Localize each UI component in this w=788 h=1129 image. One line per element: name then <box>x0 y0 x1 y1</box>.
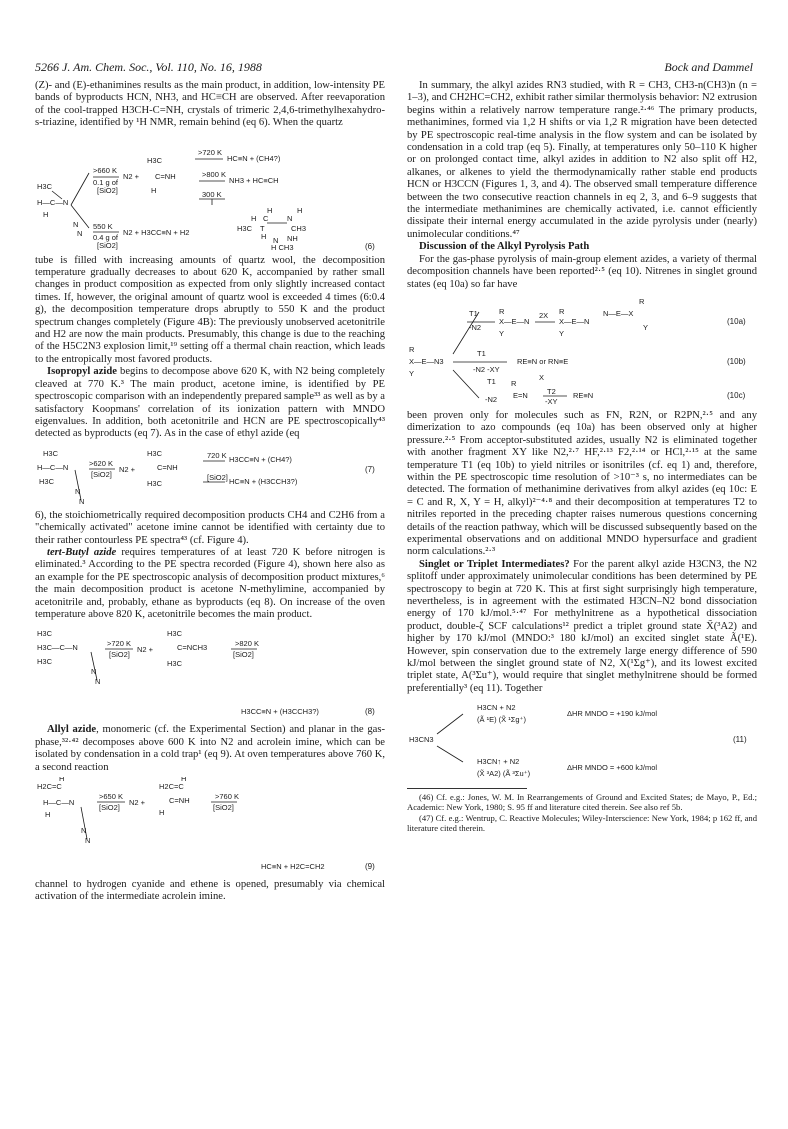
svg-text:H CH3: H CH3 <box>271 242 294 251</box>
svg-text:H3C: H3C <box>147 478 163 488</box>
product-label: H3CN + N2 <box>477 703 516 713</box>
condition-label: [SiO2] <box>97 240 118 250</box>
svg-text:H—C—N: H—C—N <box>37 197 69 207</box>
paragraph-text: , monomeric (cf. the Experimental Section) and planar in the gas-phase,³²·⁴² decomposes above 600 K into N2 and acrolein imine, which can be isolated by condensation in a cold trap¹ (eq 9). At oven temperatures above 760 K, a second reaction <box>35 724 385 773</box>
svg-text:H—C—N: H—C—N <box>37 462 69 472</box>
svg-text:C: C <box>263 213 269 223</box>
svg-text:H: H <box>261 231 267 241</box>
temperature-label: >760 K <box>215 792 239 801</box>
svg-text:R: R <box>511 378 517 388</box>
equation-number: (6) <box>365 241 375 251</box>
product-label: HC≡N + (CH4?) <box>227 153 281 163</box>
condition-label: [SiO2] <box>213 803 234 812</box>
section-subheading: Singlet or Triplet Intermediates? <box>419 558 570 570</box>
svg-text:H3C: H3C <box>167 629 183 639</box>
svg-text:H: H <box>43 209 49 219</box>
svg-text:N: N <box>73 219 79 229</box>
right-column <box>407 80 757 833</box>
condition-label: [SiO2] <box>109 650 130 660</box>
svg-text:-N2: -N2 <box>469 322 482 332</box>
equation-number: (10c) <box>727 390 746 400</box>
condition-label: [SiO2] <box>233 650 254 660</box>
paragraph <box>407 559 757 695</box>
paragraph-text: requires temperatures of at least 720 K before nitrogen is eliminated.³ According to the PE spectra recorded (Figure 4), shown here also as an example for the PE spectroscopic analysis of decomposition product mixtures,⁶ the main decomposition product is acetone N-methylimine, accompanied by acetonitrile and, probably, ethane as byproducts (eq 8). On increase of the oven temperature above 820 K, acetonitrile becomes the main product. <box>35 546 385 620</box>
svg-text:H3C: H3C <box>37 629 53 639</box>
running-header-journal: 5266 J. Am. Chem. Soc., Vol. 110, No. 16, 1988 <box>35 60 262 74</box>
svg-text:Y: Y <box>409 368 415 378</box>
svg-text:N: N <box>287 213 293 223</box>
condition-label: 0.4 g of <box>93 232 119 242</box>
svg-text:N: N <box>91 667 97 677</box>
condition-label: [SiO2] <box>207 472 228 482</box>
paragraph: channel to hydrogen cyanide and ethene is opened, presumably via chemical activation of the intermediate acrolein imine. <box>35 879 385 903</box>
svg-text:X—E—N: X—E—N <box>499 316 530 326</box>
svg-text:N: N <box>77 228 83 238</box>
svg-text:H: H <box>159 808 165 817</box>
svg-text:R: R <box>409 344 415 354</box>
temperature-label: >800 K <box>202 169 226 179</box>
temperature-label: >720 K <box>107 639 131 649</box>
energy-label: ΔHR MNDO = +190 kJ/mol <box>567 709 658 719</box>
temperature-label: >660 K <box>93 165 117 175</box>
compound-heading: tert-Butyl azide <box>47 546 117 558</box>
paragraph: tube is filled with increasing amounts of quartz wool, the decomposition temperature gradually decreases to about 620 K, accompanied by rather small changes in product composition as expected from only slightly increased contact times. If, however, the original amount of quartz wool is exceeded 4 times (6:0.4 g), the decomposition temperature drops abruptly to 550 K and the product spectrum changes completely (Figure 4B): The previously unobserved acetonitrile and H2 are now the main products. Presumably, this change is due to the reaching of the H5C2N3 explosion limit,¹⁹ setting off a thermal chain reaction, which leads to the entropically most favored products. <box>35 254 385 365</box>
svg-text:N: N <box>79 496 85 506</box>
condition-label: [SiO2] <box>99 803 120 812</box>
compound-heading: Allyl azide <box>47 724 97 736</box>
svg-text:T: T <box>260 223 265 233</box>
svg-text:N—E—X: N—E—X <box>603 308 634 318</box>
paragraph: In summary, the alkyl azides RN3 studied, with R = CH3, CH3-n(CH3)n (n = 1–3), and CH2HC=CH2, exhibit rather similar thermolysis behavior: N2 extrusion begins within a relatively narrow temperature range.²·⁴⁶ The primary products, methanimines, formed via 1,2 H shifts or via 1,2 R migration have been detected by PE spectroscopic real-time analysis in the flow system and can be isolated by condensation in a cold trap (eq 5). Finally, at temperatures only 50–110 K higher or on prolonged contact time, alkyl azides in addition to N2 also split off H2, alkanes, or alkenes to yield the thermodynamically rather stable end products HCN or H3CCN (Figures 1, 3, and 4). The observed small temperature difference between the two consecutive reaction channels in eq 2, 3, and 6–9 suggests that the intermediate methanimines are chemically activated, i.e. cannot efficiently dissipate their internal energy accumulated in the azide pyrolysis under (nearly) unimolecular conditions.⁴⁷ <box>407 80 757 240</box>
svg-text:N2 +: N2 + <box>123 171 140 181</box>
footnote: (46) Cf. e.g.: Jones, W. M. In Rearrangements of Ground and Excited States; de Mayo, P., Ed.; Academic: New York, 1980; S. 95 ff and literature cited therein. See also ref 5b. <box>407 792 757 813</box>
paragraph: been proven only for molecules such as FN, R2N, or R2PN,²·⁵ and any dimerization to azo compounds (eq 10a) has been observed only at higher pressure.²·⁵ From acceptor-substituted azides, usually N2 is eliminated together with another fragment XY like N2,²·⁷ HF,²·¹³ F2,²·¹⁴ or HCl,²·¹⁵ at the same temperature T1 (eq 10b) to yield nitriles or isonitriles (cf. eq 1) and, therefore, within the PE spectroscopic time resolution of >10⁻³ s, no intermediates can be detected. The formation of methanimine derivatives from alkyl azides (eq 10c: E = C and R, X, Y = H, alkyl)²⁻⁴·⁸ and their decomposition at temperatures T2 to nitriles reported in the preceding chapter raises numerous questions concerning details of the reaction pathway, which will be discussed subsequently based on the experimental observations and on additional MNDO hypersurface and gradient norm calculations.²·³ <box>407 409 757 558</box>
running-header-authors: Bock and Dammel <box>664 60 753 74</box>
temperature-label: >620 K <box>89 458 113 468</box>
paragraph-text: For the parent alkyl azide H3CN3, the N2 splitoff under approximately unimolecular conditions has been determined by PE spectroscopy to begin at 720 K. This at first sight surprisingly high temperature, nevertheless, is in agreement with the estimated H3CN–N2 bond dissociation energy of 170 kJ/mol.⁵·⁴⁷ For methylnitrene as a hypothetical dissociation product, double-ζ SCF calculations¹² predict a triplet ground state X̃(³A2) and higher by 170 kJ/mol (MNDO:³ 180 kJ/mol) an excited singlet state Ã(¹E). However, spin conservation due to the extremely large energy difference of 590 kJ/mol between the singlet ground state of N2, X(¹Σg⁺), and its lowest excited triplet state, A(³Σu⁺), would require that singlet methylnitrene should be formed preferentially³ (eq 11). Together <box>407 558 757 694</box>
left-column <box>35 80 385 904</box>
svg-text:H3C: H3C <box>37 181 53 191</box>
svg-text:C=NH: C=NH <box>157 462 178 472</box>
svg-text:N2 +: N2 + <box>129 798 146 807</box>
condition-label: [SiO2] <box>91 469 112 479</box>
svg-text:N: N <box>273 235 279 245</box>
svg-text:R: R <box>499 306 505 316</box>
svg-text:Y: Y <box>559 328 565 338</box>
paragraph: For the gas-phase pyrolysis of main-group element azides, a variety of thermal decomposition channels have been reported²·⁵ (eq 10). Nitrenes in singlet ground states (eq 10a) so far have <box>407 253 757 290</box>
temperature-label: >650 K <box>99 792 123 801</box>
paragraph: (Z)- and (E)-ethanimines results as the main product, in addition, low-intensity PE bands of byproducts HCN, NH3, and HC≡CH are observed. After reevaporation of the cool-trapped H3CH-C=NH, crystals of trimeric 2,4,6-trimethylhexahydro-s-triazine, identified by ¹H NMR, remain behind (eq 6). When the quartz <box>35 80 385 129</box>
svg-text:H3C: H3C <box>39 476 55 486</box>
svg-text:-N2 -XY: -N2 -XY <box>473 364 500 374</box>
svg-text:H2C=C: H2C=C <box>37 782 62 791</box>
svg-text:H3C: H3C <box>147 155 163 165</box>
svg-text:E=N: E=N <box>513 390 528 400</box>
svg-text:T1: T1 <box>477 348 486 358</box>
temperature-label: >820 K <box>235 639 259 649</box>
equation-number: (8) <box>365 707 375 717</box>
svg-text:H: H <box>45 810 51 819</box>
svg-text:C=NH: C=NH <box>169 796 190 805</box>
svg-text:Y: Y <box>643 322 649 332</box>
product-label: NH3 + HC≡CH <box>229 175 279 185</box>
condition-label: [SiO2] <box>97 185 118 195</box>
paragraph: 6), the stoichiometrically required decomposition products CH4 and C2H6 from a "chemically activated" acetone imine cannot be identified with certainty due to their rather contourless PE spectra⁴³ (cf. Figure 4). <box>35 509 385 546</box>
svg-text:H3C: H3C <box>167 659 183 669</box>
state-label: (Ã ¹E) (X̃ ¹Σg⁺) <box>477 715 527 725</box>
energy-label: ΔHR MNDO = +600 kJ/mol <box>567 763 658 773</box>
svg-text:-N2: -N2 <box>485 394 498 404</box>
equation-number: (10b) <box>727 356 746 366</box>
svg-text:N: N <box>81 826 87 835</box>
product-label: H3CC≡N + (CH4?) <box>229 454 292 464</box>
equation-number: (10a) <box>727 316 746 326</box>
svg-text:CH3: CH3 <box>291 223 307 233</box>
svg-text:H: H <box>267 205 273 215</box>
svg-text:N: N <box>95 677 101 687</box>
svg-text:H—C—N: H—C—N <box>43 798 75 807</box>
state-label: (X̃ ³A2) (Ã ³Σu⁺) <box>477 769 531 779</box>
svg-text:H: H <box>297 205 303 215</box>
svg-text:NH: NH <box>287 233 298 243</box>
svg-text:R: R <box>639 296 645 306</box>
product-label: N2 + H3CC≡N + H2 <box>123 227 190 237</box>
section-heading: Discussion of the Alkyl Pyrolysis Path <box>419 241 590 253</box>
footnote: (47) Cf. e.g.: Wentrup, C. Reactive Molecules; Wiley-Interscience: New York, 1984; p 162 ff, and literature cited therein. <box>407 812 757 833</box>
svg-text:X—E—N: X—E—N <box>559 316 590 326</box>
compound-heading: Isopropyl azide <box>47 366 117 378</box>
reactant-label: H3CN3 <box>409 735 434 745</box>
svg-text:T2: T2 <box>547 386 556 396</box>
svg-text:X—E—N3: X—E—N3 <box>409 356 444 366</box>
svg-text:H3C: H3C <box>43 448 59 458</box>
svg-text:H: H <box>181 777 187 783</box>
scheme-eq10 <box>407 294 757 406</box>
scheme-eq6 <box>35 133 385 251</box>
svg-text:C=NH: C=NH <box>155 171 176 181</box>
svg-text:H2C=C: H2C=C <box>159 782 184 791</box>
svg-text:C=NCH3: C=NCH3 <box>177 643 208 653</box>
svg-text:T1: T1 <box>469 308 478 318</box>
scheme-eq11 <box>407 698 757 780</box>
paragraph <box>35 724 385 774</box>
product-label: RE≡N <box>573 390 594 400</box>
svg-text:H3C—C—N: H3C—C—N <box>37 643 78 653</box>
product-label: RE≡N or RN≡E <box>517 356 569 366</box>
svg-text:N: N <box>75 486 81 496</box>
svg-text:Y: Y <box>499 328 505 338</box>
equation-number: (7) <box>365 464 375 474</box>
svg-text:2X: 2X <box>539 310 549 320</box>
svg-text:H: H <box>151 185 157 195</box>
scheme-eq9 <box>35 777 385 875</box>
svg-text:H3C: H3C <box>37 657 53 667</box>
svg-text:-XY: -XY <box>545 396 558 406</box>
svg-text:H: H <box>59 777 65 783</box>
product-label: H3CN↑ + N2 <box>477 757 520 767</box>
scheme-eq8 <box>35 624 385 720</box>
svg-text:R: R <box>559 306 565 316</box>
temperature-label: 550 K <box>93 221 113 231</box>
product-label: HC≡N + H2C=CH2 <box>261 862 325 871</box>
scheme-eq7 <box>35 444 385 506</box>
temperature-label: >720 K <box>198 147 222 157</box>
svg-text:H3C: H3C <box>147 448 163 458</box>
paragraph <box>35 366 385 440</box>
paragraph <box>35 547 385 621</box>
footnote-divider <box>407 788 527 789</box>
svg-text:X: X <box>539 372 545 382</box>
svg-text:N: N <box>85 836 91 845</box>
paragraph-text: begins to decompose above 620 K, with N2 being completely cleaved at 770 K.³ The main product, acetone imine, is identified by PE spectroscopic comparison with an independently prepared sample³³ as well as by a satisfactory Koopmans' correlation of its ionization pattern with MNDO eigenvalues. In addition, both acetonitrile and HCN are PE spectroscopically⁴³ detected as byproducts (eq 7). As in the case of ethyl azide (eq <box>35 366 385 440</box>
equation-number: (9) <box>365 862 375 871</box>
svg-text:N2 +: N2 + <box>119 464 136 474</box>
svg-text:H3C: H3C <box>237 223 253 233</box>
product-label: H3CC≡N + (H3CCH3?) <box>241 707 319 717</box>
temperature-label: 720 K <box>207 450 227 460</box>
equation-number: (11) <box>733 735 747 745</box>
svg-text:T1: T1 <box>487 376 496 386</box>
condition-label: 0.1 g of <box>93 177 119 187</box>
svg-text:N2 +: N2 + <box>137 645 154 655</box>
temperature-label: 300 K <box>202 189 222 199</box>
product-label: HC≡N + (H3CCH3?) <box>229 476 298 486</box>
svg-text:H: H <box>251 213 257 223</box>
